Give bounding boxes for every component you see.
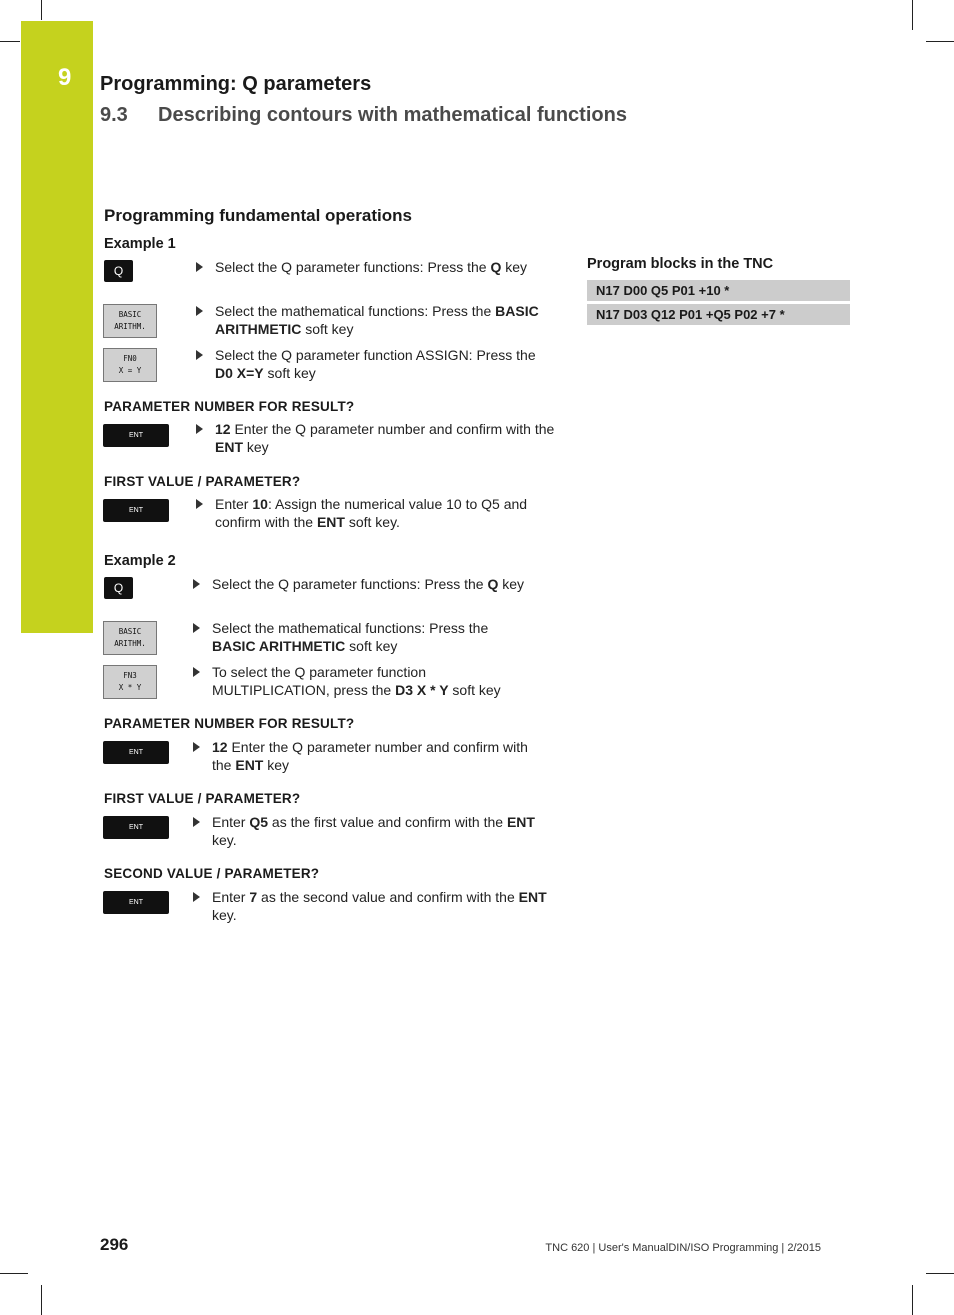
chapter-title: Programming: Q parameters [100, 73, 372, 95]
ent-key: ENT [103, 499, 169, 522]
triangle-bullet-icon [193, 623, 200, 633]
example-2-label: Example 2 [104, 553, 176, 569]
dialog-prompt: PARAMETER NUMBER FOR RESULT? [104, 716, 355, 731]
ent-key: ENT [103, 424, 169, 447]
step: Select the mathematical functions: Press the BASIC ARITHMETIC soft key [193, 619, 523, 655]
crop-mark [926, 41, 954, 42]
crop-mark [41, 0, 42, 20]
crop-mark [912, 0, 913, 30]
ent-key: ENT [103, 741, 169, 764]
program-block-row: N17 D00 Q5 P01 +10 * [587, 280, 850, 301]
triangle-bullet-icon [196, 424, 203, 434]
q-key: Q [104, 577, 133, 599]
triangle-bullet-icon [196, 499, 203, 509]
example-1-label: Example 1 [104, 236, 176, 252]
page-number: 296 [100, 1235, 129, 1254]
step: Select the Q parameter functions: Press the Q key [193, 575, 553, 593]
section-number: 9.3 [100, 104, 128, 126]
triangle-bullet-icon [193, 742, 200, 752]
dialog-prompt: PARAMETER NUMBER FOR RESULT? [104, 399, 355, 414]
step: 12 Enter the Q parameter number and confirm with the ENT key [196, 420, 556, 456]
step: Enter Q5 as the first value and confirm with the ENT key. [193, 813, 548, 849]
chapter-tab [21, 21, 93, 633]
crop-mark [926, 1273, 954, 1274]
step: 12 Enter the Q parameter number and confirm with the ENT key [193, 738, 538, 774]
crop-mark [912, 1285, 913, 1315]
triangle-bullet-icon [193, 579, 200, 589]
crop-mark [41, 1285, 42, 1315]
triangle-bullet-icon [193, 667, 200, 677]
triangle-bullet-icon [193, 817, 200, 827]
ent-key: ENT [103, 891, 169, 914]
dialog-prompt: SECOND VALUE / PARAMETER? [104, 866, 320, 881]
triangle-bullet-icon [196, 262, 203, 272]
triangle-bullet-icon [193, 892, 200, 902]
step: Select the Q parameter functions: Press the Q key [196, 258, 556, 276]
step: Enter 7 as the second value and confirm with the ENT key. [193, 888, 553, 924]
ent-key: ENT [103, 816, 169, 839]
triangle-bullet-icon [196, 306, 203, 316]
step: Enter 10: Assign the numerical value 10 to Q5 and confirm with the ENT soft key. [196, 495, 556, 531]
program-blocks-title: Program blocks in the TNC [587, 256, 774, 272]
dialog-prompt: FIRST VALUE / PARAMETER? [104, 791, 301, 806]
basic-arithm-softkey: BASIC ARITHM. [103, 304, 157, 338]
q-key: Q [104, 260, 133, 282]
fn3-softkey: FN3 X * Y [103, 665, 157, 699]
program-block-row: N17 D03 Q12 P01 +Q5 P02 +7 * [587, 304, 850, 325]
chapter-number: 9 [58, 64, 72, 91]
step: Select the mathematical functions: Press the BASIC ARITHMETIC soft key [196, 302, 556, 338]
triangle-bullet-icon [196, 350, 203, 360]
step: Select the Q parameter function ASSIGN: Press the D0 X=Y soft key [196, 346, 556, 382]
footer-text: TNC 620 | User's ManualDIN/ISO Programming | 2/2015 [545, 1242, 821, 1254]
dialog-prompt: FIRST VALUE / PARAMETER? [104, 474, 301, 489]
crop-mark [0, 41, 20, 42]
section-title-text: Describing contours with mathematical functions [158, 104, 627, 126]
basic-arithm-softkey: BASIC ARITHM. [103, 621, 157, 655]
page-heading: Programming fundamental operations [104, 206, 412, 225]
section-title [100, 104, 627, 127]
crop-mark [0, 1273, 28, 1274]
fn0-softkey: FN0 X = Y [103, 348, 157, 382]
step: To select the Q parameter function MULTIPLICATION, press the D3 X * Y soft key [193, 663, 533, 699]
